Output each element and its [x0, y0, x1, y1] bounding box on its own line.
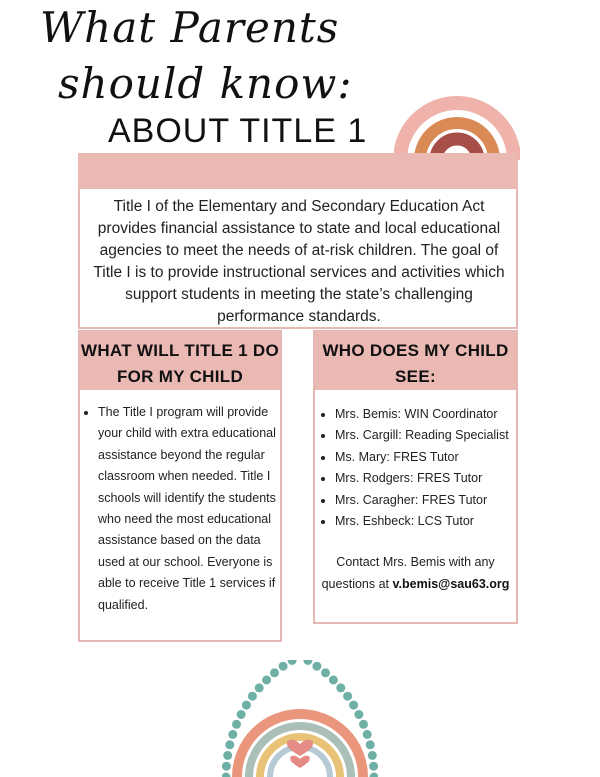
right-card-heading: WHO DOES MY CHILD SEE: [315, 332, 516, 390]
script-title [40, 0, 353, 112]
list-item: • Mrs. Bemis: WIN Coordinator [335, 404, 516, 425]
intro-paragraph: Title I of the Elementary and Secondary Education Act provides financial assistance to state and local educational agencies to meet the needs of at-risk children. The goal of Title I is to provide instructional services and activities which support students in meeting the state’s challenging performance standards. [93, 198, 505, 325]
what-will-title1-do-card [78, 330, 282, 642]
list-item: • Mrs. Cargill: Reading Specialist [335, 425, 516, 446]
rainbow-icon [394, 62, 520, 162]
main-heading: ABOUT TITLE 1 [108, 112, 368, 150]
script-title-line1: What Parents [40, 3, 340, 52]
list-item: • Mrs. Caragher: FRES Tutor [335, 490, 516, 511]
list-item: • Mrs. Rodgers: FRES Tutor [335, 468, 516, 489]
left-card-heading: WHAT WILL TITLE 1 DO FOR MY CHILD [80, 332, 280, 390]
script-title-line2: should know: [58, 59, 353, 108]
list-item: • Ms. Mary: FRES Tutor [335, 447, 516, 468]
contact-note [321, 552, 510, 595]
staff-list [315, 390, 516, 532]
list-item: • The Title I program will provide your child with extra educational assistance beyond the regular classroom when needed. Title I schools will identify the students who need the most educational assistance based on the data used at our school. Everyone is able to receive Title 1 services if qualified. [98, 402, 276, 616]
contact-email[interactable]: v.bemis@sau63.org [392, 576, 510, 591]
intro-header-bar [78, 153, 518, 189]
contact-text: Contact Mrs. Bemis with any questions at [321, 555, 495, 591]
list-item: • Mrs. Eshbeck: LCS Tutor [335, 511, 516, 532]
left-card-list [80, 390, 280, 616]
rainbow-hearts-icon [222, 660, 378, 777]
who-does-my-child-see-card [313, 330, 518, 624]
